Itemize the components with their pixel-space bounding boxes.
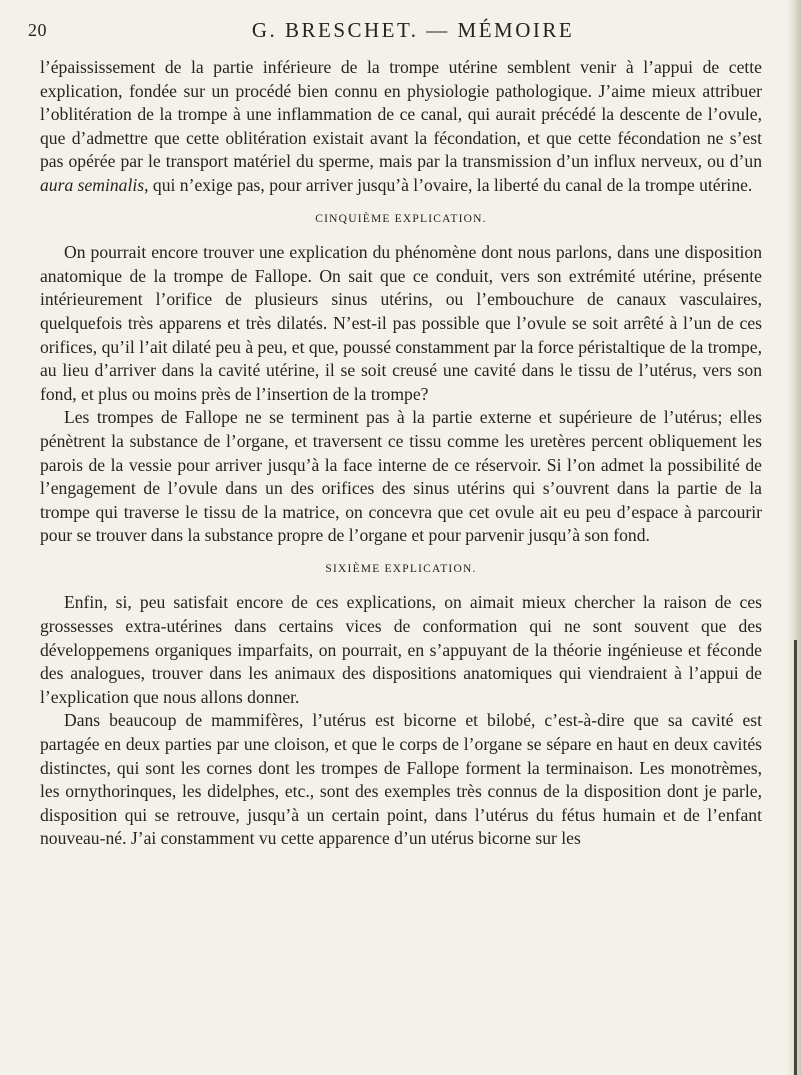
section-heading-sixth: SIXIÈME EXPLICATION. xyxy=(325,562,477,575)
paragraph-continuation xyxy=(40,56,762,198)
paragraph-text: l’épaississement de la partie inférieure de la trompe utérine semblent venir à l’appui de cette explication, fondée sur un procédé bien connu en physiologie pathologique. J’aime mieux attribuer l’oblitération de la trompe à une inflammation de ce canal, qui aurait précédé la descente de l’ovule, que d’admettre que cette oblitération existait avant la fécondation, et que cette fécondation ne s’est pas opérée par le transport matériel du sperme, mais par la transmission d’un influx nerveux, ou d’un xyxy=(40,57,762,172)
paragraph: Dans beaucoup de mammifères, l’utérus est bicorne et bilobé, c’est-à-dire que sa cavité est partagée en deux parties par une cloison, et que le corps de l’organe se sépare en haut en deux cavités distinctes, qui sont les cornes dont les trompes de Fallope forment la terminaison. Les monotrèmes, les ornythorinques, les didelphes, etc., sont des exemples très connus de la disposition dont je parle, disposition qui se retrouve, jusqu’à un certain point, dans l’utérus du fétus humain et de l’enfant nouveau-né. J’ai constamment vu cette apparence d’un utérus bicorne sur les xyxy=(40,710,762,849)
body-text xyxy=(40,56,762,851)
latin-term: aura seminalis xyxy=(40,174,145,195)
running-title: G. BRESCHET. — MÉMOIRE xyxy=(251,18,575,42)
section-heading-fifth: CINQUIÈME EXPLICATION. xyxy=(315,212,487,225)
scan-edge-line xyxy=(794,640,797,1075)
paragraph-text-end: , qui n’exige pas, pour arriver jusqu’à l’ovaire, la liberté du canal de la trompe utérine. xyxy=(144,174,753,195)
running-head xyxy=(28,14,758,50)
paragraph: Les trompes de Fallope ne se terminent pas à la partie externe et supérieure de l’utérus; elles pénètrent la substance de l’organe, et traversent ce tissu comme les uretères percent obliquement les parois de la vessie pour arriver jusqu’à la face interne de ce réservoir. Si l’on admet la possibilité de l’engagement de l’ovule dans un des orifices des sinus utérins qui s’ouvrent dans la partie de la trompe qui traverse le tissu de la matrice, on concevra que cet ovule ait eu peu d’espace à parcourir pour se trouver dans la substance propre de l’organe et pour parvenir jusqu’à son fond. xyxy=(40,407,762,546)
paragraph: On pourrait encore trouver une explication du phénomène dont nous parlons, dans une disposition anatomique de la trompe de Fallope. On sait que ce conduit, vers son extrémité utérine, présente intérieurement l’orifice de plusieurs sinus utérins, ou l’embouchure de canaux vasculaires, quelquefois très apparens et très dilatés. N’est-il pas possible que l’ovule se soit arrêté à l’un de ces orifices, qu’il l’ait dilaté peu à peu, et que, poussé constamment par la force péristaltique de la trompe, au lieu d’arriver dans la cavité utérine, il se soit creusé une cavité dans le tissu de l’utérus, vers son fond, et plus ou moins près de l’insertion de la trompe? xyxy=(40,242,762,404)
paragraph: Enfin, si, peu satisfait encore de ces explications, on aimait mieux chercher la raison de ces grossesses extra-utérines dans certains vices de conformation qui ne sont souvent que des développemens organiques imparfaits, on pourrait, en s’appuyant de la théorie ingénieuse et féconde des analogues, trouver dans les animaux des dispositions anatomiques qui viendraient à l’appui de l’explication que nous allons donner. xyxy=(40,592,762,707)
page-number: 20 xyxy=(28,20,47,40)
